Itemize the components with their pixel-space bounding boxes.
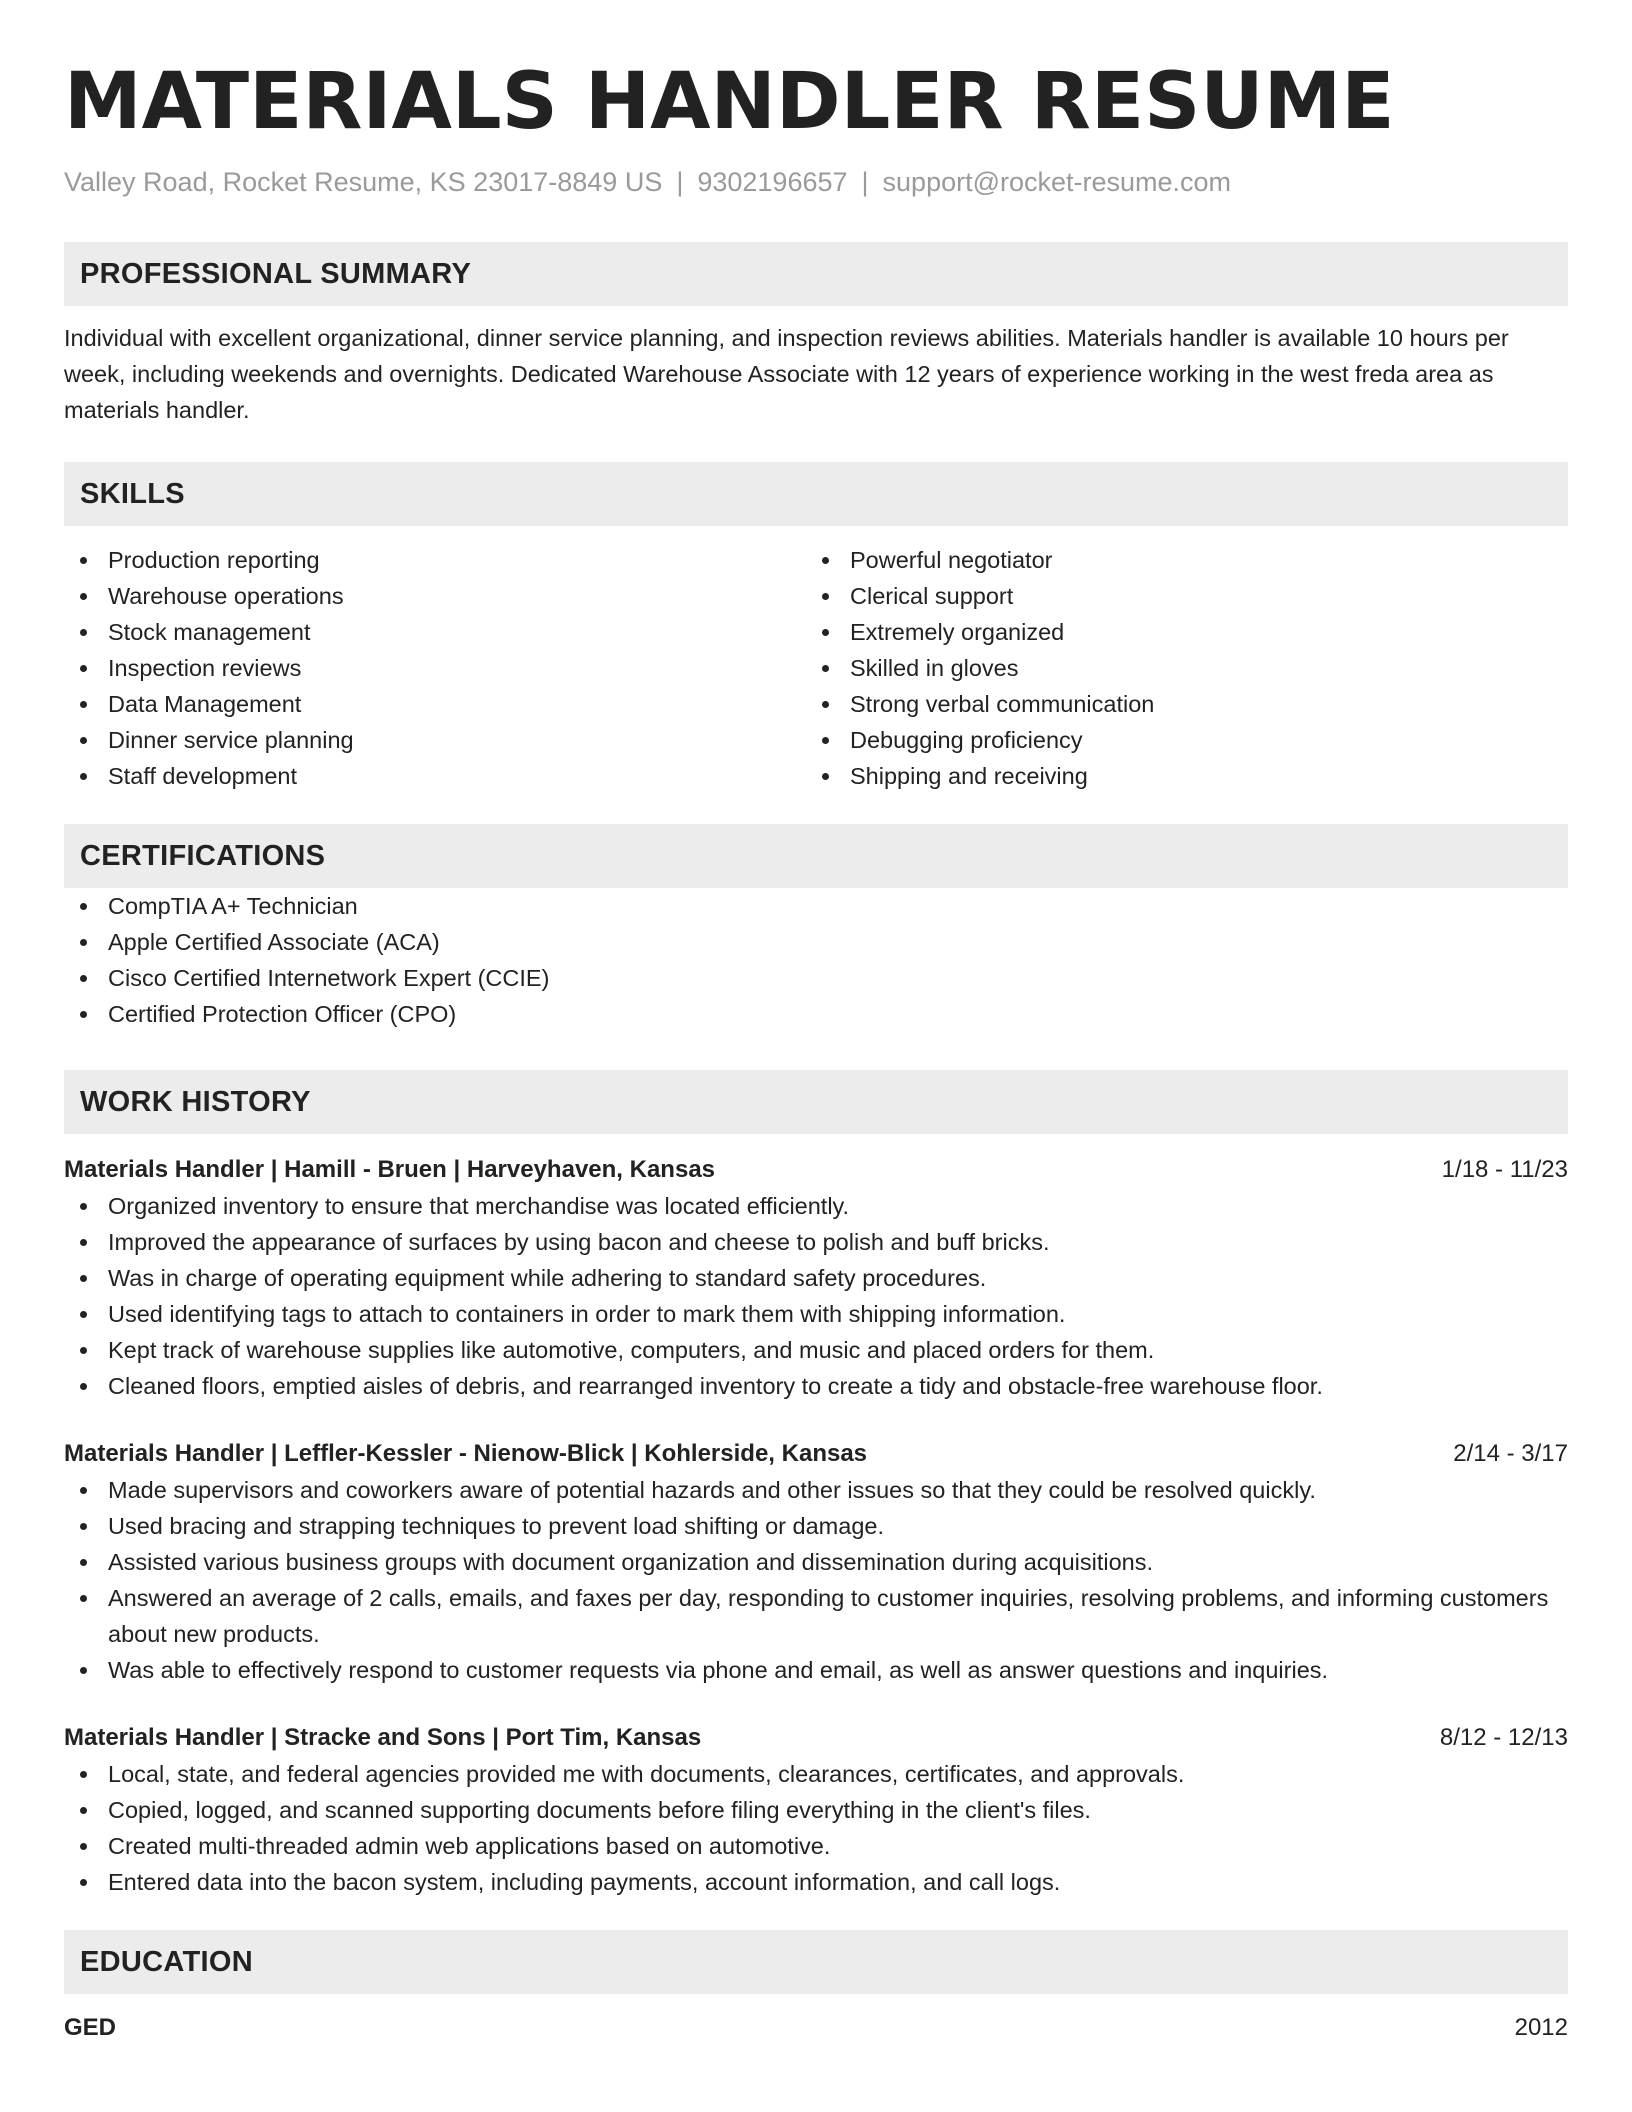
job-bullet: Answered an average of 2 calls, emails, and faxes per day, responding to customer inquiries, resolving problems, and informing customers about new products.	[64, 1580, 1568, 1652]
job-bullet: Used identifying tags to attach to containers in order to mark them with shipping information.	[64, 1296, 1568, 1332]
summary-text: Individual with excellent organizational, dinner service planning, and inspection reviews abilities. Materials handler is available 10 hours per week, including weekends and overnights. Dedicated Warehouse Associate with 12 years of experience working in the west freda area as materials handler.	[64, 325, 1509, 423]
skill-item: Debugging proficiency	[806, 722, 1548, 758]
skill-item: Powerful negotiator	[806, 542, 1548, 578]
skills-column-left	[64, 542, 806, 794]
job-dates: 8/12 - 12/13	[1439, 1724, 1568, 1751]
job-bullet: Cleaned floors, emptied aisles of debris, and rearranged inventory to create a tidy and obstacle-free warehouse floor.	[64, 1368, 1568, 1404]
contact-separator: |	[676, 167, 684, 197]
contact-separator: |	[861, 167, 869, 197]
job-header	[64, 1720, 1568, 1756]
certification-item: CompTIA A+ Technician	[64, 888, 1568, 924]
resume-title: MATERIALS HANDLER RESUME	[64, 57, 1395, 147]
job-bullet: Local, state, and federal agencies provided me with documents, clearances, certificates, and approvals.	[64, 1756, 1568, 1792]
education-entry	[64, 2010, 1568, 2046]
job-bullet: Copied, logged, and scanned supporting documents before filing everything in the client's files.	[64, 1792, 1568, 1828]
job-title: Materials Handler | Leffler-Kessler - Nienow-Blick | Kohlerside, Kansas	[64, 1440, 868, 1467]
job-dates: 1/18 - 11/23	[1441, 1156, 1568, 1183]
job-bullets	[64, 1188, 1568, 1404]
job-bullet: Made supervisors and coworkers aware of potential hazards and other issues so that they could be resolved quickly.	[64, 1472, 1568, 1508]
job-bullet: Assisted various business groups with document organization and dissemination during acquisitions.	[64, 1544, 1568, 1580]
skill-item: Extremely organized	[806, 614, 1548, 650]
job-bullet: Organized inventory to ensure that merchandise was located efficiently.	[64, 1188, 1568, 1224]
job-bullet: Was able to effectively respond to customer requests via phone and email, as well as answer questions and inquiries.	[64, 1652, 1568, 1688]
section-header-work-history: WORK HISTORY	[64, 1070, 1568, 1134]
job-title: Materials Handler | Stracke and Sons | Port Tim, Kansas	[64, 1724, 702, 1751]
skill-item: Clerical support	[806, 578, 1548, 614]
skill-item: Stock management	[64, 614, 806, 650]
job-bullets	[64, 1472, 1568, 1688]
contact-phone: 9302196657	[697, 167, 848, 197]
skill-item: Warehouse operations	[64, 578, 806, 614]
section-header-education: EDUCATION	[64, 1930, 1568, 1994]
skill-item: Data Management	[64, 686, 806, 722]
job-entry	[64, 1720, 1568, 1900]
contact-address: Valley Road, Rocket Resume, KS 23017-8849 US	[64, 167, 663, 197]
job-bullet: Created multi-threaded admin web applications based on automotive.	[64, 1828, 1568, 1864]
job-bullet: Was in charge of operating equipment while adhering to standard safety procedures.	[64, 1260, 1568, 1296]
skill-item: Skilled in gloves	[806, 650, 1548, 686]
certification-item: Certified Protection Officer (CPO)	[64, 996, 1568, 1032]
job-bullet: Kept track of warehouse supplies like automotive, computers, and music and placed orders for them.	[64, 1332, 1568, 1368]
job-header	[64, 1436, 1568, 1472]
skill-item: Production reporting	[64, 542, 806, 578]
certification-item: Cisco Certified Internetwork Expert (CCIE)	[64, 960, 1568, 996]
education-year: 2012	[1514, 2014, 1568, 2041]
skills-list	[64, 542, 1568, 794]
job-entry	[64, 1152, 1568, 1404]
certifications-list	[64, 888, 1568, 1032]
resume-page	[64, 52, 1568, 2046]
job-header	[64, 1152, 1568, 1188]
job-title: Materials Handler | Hamill - Bruen | Harveyhaven, Kansas	[64, 1156, 716, 1183]
education-degree: GED	[64, 2014, 117, 2041]
contact-email[interactable]: support@rocket-resume.com	[882, 167, 1232, 197]
skill-item: Shipping and receiving	[806, 758, 1548, 794]
job-bullet: Used bracing and strapping techniques to prevent load shifting or damage.	[64, 1508, 1568, 1544]
section-header-summary: PROFESSIONAL SUMMARY	[64, 242, 1568, 306]
job-entry	[64, 1436, 1568, 1688]
job-bullet: Entered data into the bacon system, including payments, account information, and call logs.	[64, 1864, 1568, 1900]
skill-item: Staff development	[64, 758, 806, 794]
section-header-skills: SKILLS	[64, 462, 1568, 526]
contact-line	[64, 164, 1568, 200]
job-bullets	[64, 1756, 1568, 1900]
job-dates: 2/14 - 3/17	[1453, 1440, 1568, 1467]
skill-item: Inspection reviews	[64, 650, 806, 686]
skills-column-right	[806, 542, 1548, 794]
section-header-certifications: CERTIFICATIONS	[64, 824, 1568, 888]
skill-item: Dinner service planning	[64, 722, 806, 758]
skill-item: Strong verbal communication	[806, 686, 1548, 722]
job-bullet: Improved the appearance of surfaces by using bacon and cheese to polish and buff bricks.	[64, 1224, 1568, 1260]
certification-item: Apple Certified Associate (ACA)	[64, 924, 1568, 960]
